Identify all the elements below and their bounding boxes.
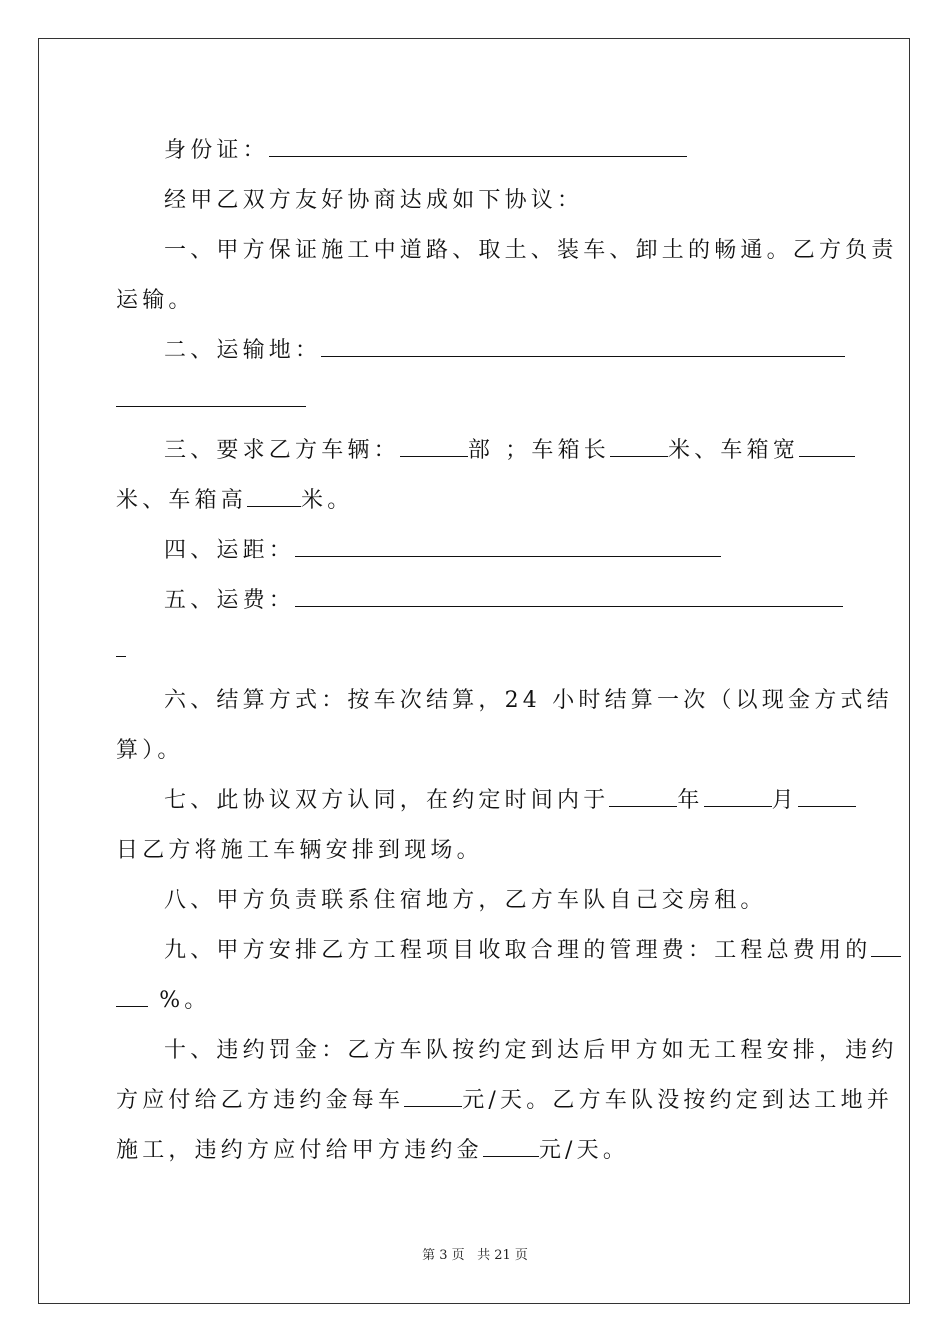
box-length-label: 部 ；车箱长 [467, 438, 611, 463]
clause-10-text-cont: 方应付给乙方违约金每车 [116, 1088, 405, 1113]
box-width-blank [799, 436, 855, 457]
clause-10-line-3 [116, 1136, 629, 1166]
clause-6-line-2 [116, 736, 184, 766]
clause-6-text: 六、结算方式：按车次结算，24 小时结算一次（以现金方式结 [164, 688, 893, 713]
intro-text: 经甲乙双方友好协商达成如下协议： [164, 188, 584, 213]
clause-10-line-1 [164, 1036, 898, 1066]
clause-1-line-1 [164, 236, 898, 266]
penalty-a-blank [483, 1136, 539, 1157]
clause-9-line-2 [116, 986, 211, 1016]
clause-7-text: 七、此协议双方认同，在约定时间内于 [164, 788, 610, 813]
clause-9-line-1 [164, 936, 901, 966]
clause-10-unit: 元/天。 [538, 1138, 630, 1163]
day-blank [798, 786, 856, 807]
vehicle-count-blank [400, 436, 468, 457]
fee-percent-blank-cont [116, 986, 148, 1007]
clause-1-text-cont: 运输。 [116, 288, 195, 313]
id-line [164, 136, 687, 166]
clause-6-text-cont: 算）。 [116, 738, 184, 763]
clause-10-text-cont-2: 元/天。乙方车队没按约定到达工地并 [462, 1088, 894, 1113]
distance-blank [295, 536, 721, 557]
clause-10-text-cont-3: 施工，违约方应付给甲方违约金 [116, 1138, 483, 1163]
clause-5-line-1 [164, 586, 843, 616]
clause-8-text: 八、甲方负责联系住宿地方，乙方车队自己交房租。 [164, 888, 767, 913]
box-height-label: 米、车箱高 [116, 488, 248, 513]
year-blank [609, 786, 677, 807]
clause-3-line-2 [116, 486, 353, 516]
clause-5-line-2 [116, 636, 126, 666]
year-label: 年 [677, 788, 704, 813]
clause-10-text: 十、违约罚金：乙方车队按约定到达后甲方如无工程安排，违约 [164, 1038, 898, 1063]
clause-7-line-2 [116, 836, 483, 866]
id-blank [269, 136, 687, 157]
box-length-blank [610, 436, 668, 457]
box-height-unit: 米。 [301, 488, 354, 513]
clause-1-line-2 [116, 286, 195, 316]
penalty-b-blank [404, 1086, 462, 1107]
fee-blank [295, 586, 843, 607]
box-width-label: 米、车箱宽 [668, 438, 800, 463]
clause-5-label: 五、运费： [164, 588, 296, 613]
clause-1-text: 一、甲方保证施工中道路、取土、装车、卸土的畅通。乙方负责 [164, 238, 898, 263]
fee-blank-cont [116, 636, 126, 657]
clause-4-line [164, 536, 721, 566]
destination-blank-cont [116, 386, 306, 407]
percent-sign: %。 [159, 988, 211, 1013]
clause-7-text-cont: 日乙方将施工车辆安排到现场。 [116, 838, 483, 863]
clause-4-label: 四、运距： [164, 538, 296, 563]
clause-7-line-1 [164, 786, 856, 816]
intro-line [164, 186, 583, 216]
clause-3-label: 三、要求乙方车辆： [164, 438, 400, 463]
clause-2-line-2 [116, 386, 306, 416]
month-blank [704, 786, 772, 807]
clause-2-label: 二、运输地： [164, 338, 322, 363]
clause-10-line-2 [116, 1086, 893, 1116]
fee-percent-blank [871, 936, 901, 957]
clause-2-line-1 [164, 336, 845, 366]
clause-3-line-1 [164, 436, 855, 466]
clause-9-text: 九、甲方安排乙方工程项目收取合理的管理费：工程总费用的 [164, 938, 872, 963]
destination-blank [321, 336, 845, 357]
box-height-blank [247, 486, 301, 507]
clause-6-line-1 [164, 686, 893, 716]
page-total: 共 21 页 [477, 1248, 528, 1263]
page-footer [0, 1244, 950, 1263]
id-label: 身份证： [164, 138, 269, 163]
month-label: 月 [771, 788, 798, 813]
page-number: 第 3 页 [422, 1248, 465, 1263]
clause-8-line [164, 886, 767, 916]
